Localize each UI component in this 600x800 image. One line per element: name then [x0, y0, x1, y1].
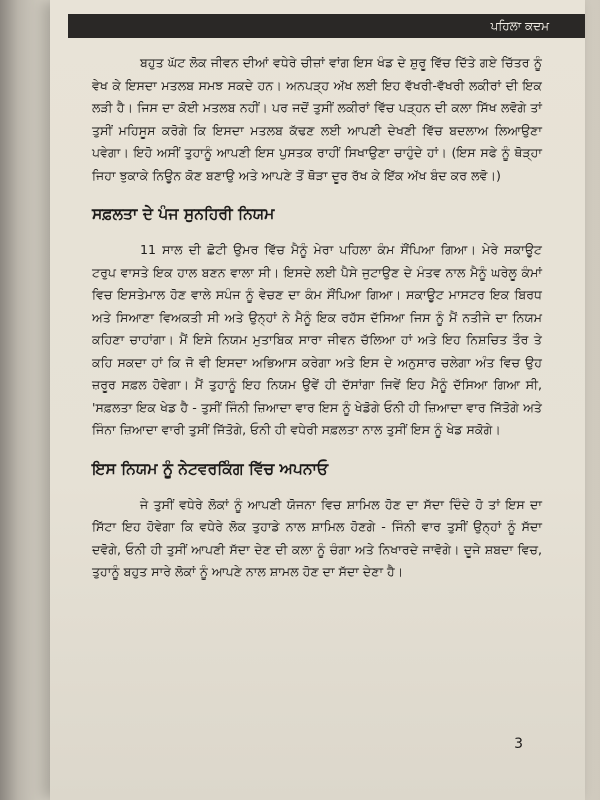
- section-heading-golden-rules: ਸਫ਼ਲਤਾ ਦੇ ਪੰਜ ਸੁਨਹਿਰੀ ਨਿਯਮ: [92, 205, 275, 223]
- book-page: [50, 0, 585, 800]
- running-title: ਪਹਿਲਾ ਕਦਮ: [490, 18, 549, 33]
- story-paragraph: 11 ਸਾਲ ਦੀ ਛੋਟੀ ਉਮਰ ਵਿੱਚ ਮੈਨੂੰ ਮੇਰਾ ਪਹਿਲਾ ਕੰਮ ਸੌਂਪਿਆ ਗਿਆ। ਮੇਰੇ ਸਕਾਊਟ ਟਰੁਪ ਵਾਸਤੇ ਇਕ ਹਾਲ ਬਣਨ ਵਾਲਾ ਸੀ। ਇਸਦੇ ਲਈ ਪੈਸੇ ਜੁਟਾਉਣ ਦੇ ਮੰਤਵ ਨਾਲ ਮੈਨੂੰ ਘਰੇਲੂ ਕੰਮਾਂ ਵਿਚ ਇਸਤੇਮਾਲ ਹੋਣ ਵਾਲੇ ਸਪੰਜ ਨੂੰ ਵੇਚਣ ਦਾ ਕੰਮ ਸੌਂਪਿਆ ਗਿਆ। ਸਕਾਊਟ ਮਾਸਟਰ ਇਕ ਬਿਰਧ ਅਤੇ ਸਿਆਣਾ ਵਿਅਕਤੀ ਸੀ ਅਤੇ ਉਨ੍ਹਾਂ ਨੇ ਮੈਨੂੰ ਇਕ ਰਹੱਸ ਦੱਸਿਆ ਜਿਸ ਨੂੰ ਮੈਂ ਨਤੀਜੇ ਦਾ ਨਿਯਮ ਕਹਿਣਾ ਚਾਹਾਂਗਾ। ਮੈਂ ਇਸੇ ਨਿਯਮ ਮੁਤਾਬਿਕ ਸਾਰਾ ਜੀਵਨ ਚੱਲਿਆ ਹਾਂ ਅਤੇ ਇਹ ਨਿਸ਼ਚਿਤ ਤੌਰ ਤੇ ਕਹਿ ਸਕਦਾ ਹਾਂ ਕਿ ਜੋ ਵੀ ਇਸਦਾ ਅਭਿਆਸ ਕਰੇਗਾ ਅਤੇ ਇਸ ਦੇ ਅਨੁਸਾਰ ਚਲੇਗਾ ਅੰਤ ਵਿਚ ਉਹ ਜ਼ਰੂਰ ਸਫ਼ਲ ਹੋਵੇਗਾ। ਮੈਂ ਤੁਹਾਨੂੰ ਇਹ ਨਿਯਮ ਉਵੇਂ ਹੀ ਦੱਸਾਂਗਾ ਜਿਵੇਂ ਇਹ ਮੈਨੂੰ ਦੱਸਿਆ ਗਿਆ ਸੀ, 'ਸਫ਼ਲਤਾ ਇਕ ਖੇਡ ਹੈ - ਤੁਸੀਂ ਜਿੰਨੀ ਜ਼ਿਆਦਾ ਵਾਰ ਇਸ ਨੂੰ ਖੇਡੋਗੇ ਓਨੀ ਹੀ ਜ਼ਿਆਦਾ ਵਾਰ ਜਿੱਤੋਗੇ ਅਤੇ ਜਿੰਨਾ ਜ਼ਿਆਦਾ ਵਾਰੀ ਤੁਸੀਂ ਜਿੱਤੋਗੇ, ਓਨੀ ਹੀ ਵਧੇਰੀ ਸਫ਼ਲਤਾ ਨਾਲ ਤੁਸੀਂ ਇਸ ਨੂੰ ਖੇਡ ਸਕੋਗੇ।: [92, 242, 542, 437]
- running-header: [68, 14, 585, 38]
- page-content: [92, 52, 542, 584]
- page-number: 3: [514, 736, 523, 752]
- section-heading-networking: ਇਸ ਨਿਯਮ ਨੂੰ ਨੇਟਵਰਕਿੰਗ ਵਿੱਚ ਅਪਨਾਓ: [92, 459, 329, 478]
- networking-paragraph: ਜੇ ਤੁਸੀਂ ਵਧੇਰੇ ਲੋਕਾਂ ਨੂੰ ਆਪਣੀ ਯੋਜਨਾ ਵਿਚ ਸ਼ਾਮਿਲ ਹੋਣ ਦਾ ਸੱਦਾ ਦਿੰਦੇ ਹੋ ਤਾਂ ਇਸ ਦਾ ਸਿੱਟਾ ਇਹ ਹੋਵੇਗਾ ਕਿ ਵਧੇਰੇ ਲੋਕ ਤੁਹਾਡੇ ਨਾਲ ਸ਼ਾਮਿਲ ਹੋਣਗੇ - ਜਿੰਨੀ ਵਾਰ ਤੁਸੀਂ ਉਨ੍ਹਾਂ ਨੂੰ ਸੱਦਾ ਦਵੋਗੇ, ਓਨੀ ਹੀ ਤੁਸੀਂ ਆਪਣੀ ਸੱਦਾ ਦੇਣ ਦੀ ਕਲਾ ਨੂੰ ਚੰਗਾ ਅਤੇ ਨਿਖਾਰਦੇ ਜਾਵੋਗੇ। ਦੂਜੇ ਸ਼ਬਦਾ ਵਿਚ, ਤੁਹਾਨੂੰ ਬਹੁਤ ਸਾਰੇ ਲੋਕਾਂ ਨੂੰ ਆਪਣੇ ਨਾਲ ਸ਼ਾਮਲ ਹੋਣ ਦਾ ਸੱਦਾ ਦੇਣਾ ਹੈ।: [92, 496, 542, 579]
- intro-paragraph: ਬਹੁਤ ਘੱਟ ਲੋਕ ਜੀਵਨ ਦੀਆਂ ਵਧੇਰੇ ਚੀਜ਼ਾਂ ਵਾਂਗ ਇਸ ਖੰਡ ਦੇ ਸ਼ੁਰੂ ਵਿੱਚ ਦਿੱਤੇ ਗਏ ਚਿੱਤਰ ਨੂੰ ਵੇਖ ਕੇ ਇਸਦਾ ਮਤਲਬ ਸਮਝ ਸਕਦੇ ਹਨ। ਅਨਪੜ੍ਹ ਅੱਖ ਲਈ ਇਹ ਵੱਖਰੀ-ਵੱਖਰੀ ਲਕੀਰਾਂ ਦੀ ਇਕ ਲੜੀ ਹੈ। ਜਿਸ ਦਾ ਕੋਈ ਮਤਲਬ ਨਹੀਂ। ਪਰ ਜਦੋਂ ਤੁਸੀਂ ਲਕੀਰਾਂ ਵਿੱਚ ਪੜ੍ਹਨ ਦੀ ਕਲਾ ਸਿੱਖ ਲਵੋਗੇ ਤਾਂ ਤੁਸੀਂ ਮਹਿਸੂਸ ਕਰੋਗੇ ਕਿ ਇਸਦਾ ਮਤਲਬ ਕੱਢਣ ਲਈ ਆਪਣੀ ਦੇਖਣੀ ਵਿੱਚ ਬਦਲਾਅ ਲਿਆਉਣਾ ਪਵੇਗਾ। ਇਹੋ ਅਸੀਂ ਤੁਹਾਨੂੰ ਆਪਣੀ ਇਸ ਪੁਸਤਕ ਰਾਹੀਂ ਸਿਖਾਉਣਾ ਚਾਹੁੰਦੇ ਹਾਂ। (ਇਸ ਸਫੇ ਨੂੰ ਥੋੜ੍ਹਾ ਜਿਹਾ ਝੁਕਾਕੇ ਨਿਊਨ ਕੋਣ ਬਣਾਉ ਅਤੇ ਆਪਣੇ ਤੋਂ ਥੋੜਾ ਦੂਰ ਰੱਖ ਕੇ ਇੱਕ ਅੱਖ ਬੰਦ ਕਰ ਲਵੋ।): [92, 55, 542, 183]
